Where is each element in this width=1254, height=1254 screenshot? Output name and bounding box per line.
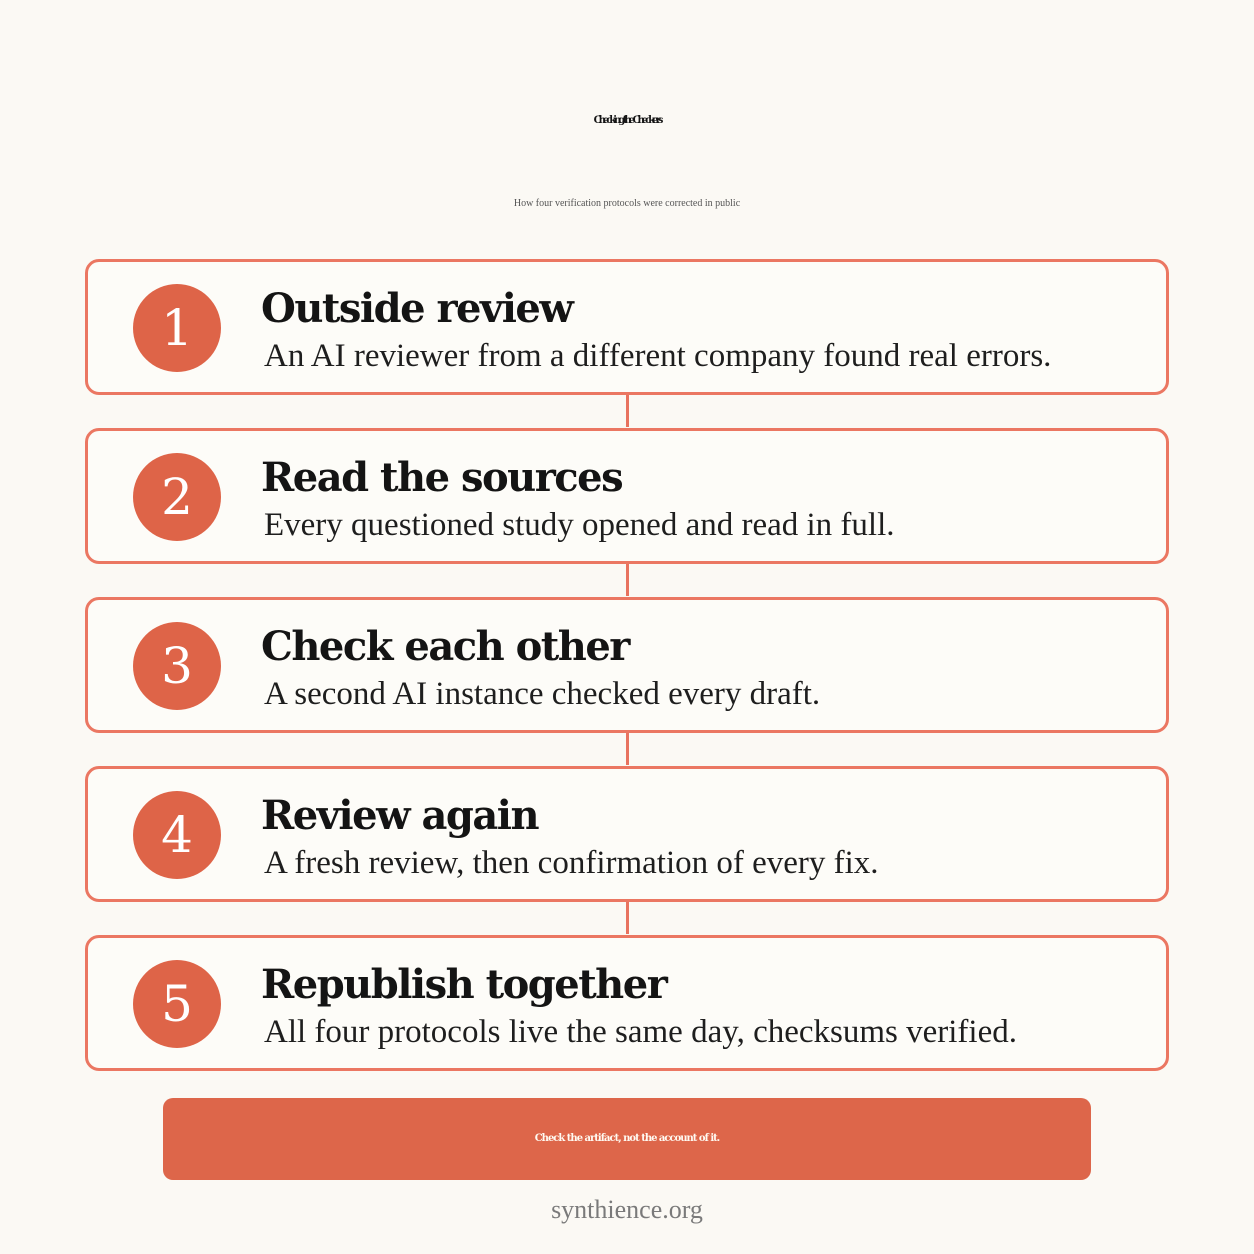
step-number-badge: 5	[133, 960, 221, 1048]
step-card-4	[85, 766, 1169, 902]
step-number-badge: 3	[133, 622, 221, 710]
step-description: All four protocols live the same day, checksums verified.	[264, 1014, 1017, 1050]
step-title: Check each other	[261, 623, 629, 670]
step-card-3	[85, 597, 1169, 733]
step-title: Outside review	[261, 285, 573, 332]
step-connector	[626, 564, 629, 596]
step-number-badge: 4	[133, 791, 221, 879]
step-number-badge: 2	[133, 453, 221, 541]
step-description: A second AI instance checked every draft.	[264, 676, 821, 712]
step-title: Republish together	[261, 961, 667, 1008]
step-number-badge: 1	[133, 284, 221, 372]
step-description: An AI reviewer from a different company found real errors.	[264, 338, 1052, 374]
step-card-2	[85, 428, 1169, 564]
footer-site: synthience.org	[551, 1195, 703, 1224]
step-connector	[626, 902, 629, 934]
step-title: Review again	[261, 792, 539, 839]
page-subtitle: How four verification protocols were corrected in public	[513, 198, 741, 209]
step-description: A fresh review, then confirmation of every fix.	[264, 845, 879, 881]
step-connector	[626, 395, 629, 427]
step-card-5	[85, 935, 1169, 1071]
step-card-1	[85, 259, 1169, 395]
step-title: Read the sources	[261, 454, 623, 501]
page-title: Checking the Checkers	[593, 115, 661, 126]
takeaway-banner: Check the artifact, not the account of it.	[163, 1098, 1091, 1180]
step-connector	[626, 733, 629, 765]
step-description: Every questioned study opened and read in full.	[264, 507, 895, 543]
